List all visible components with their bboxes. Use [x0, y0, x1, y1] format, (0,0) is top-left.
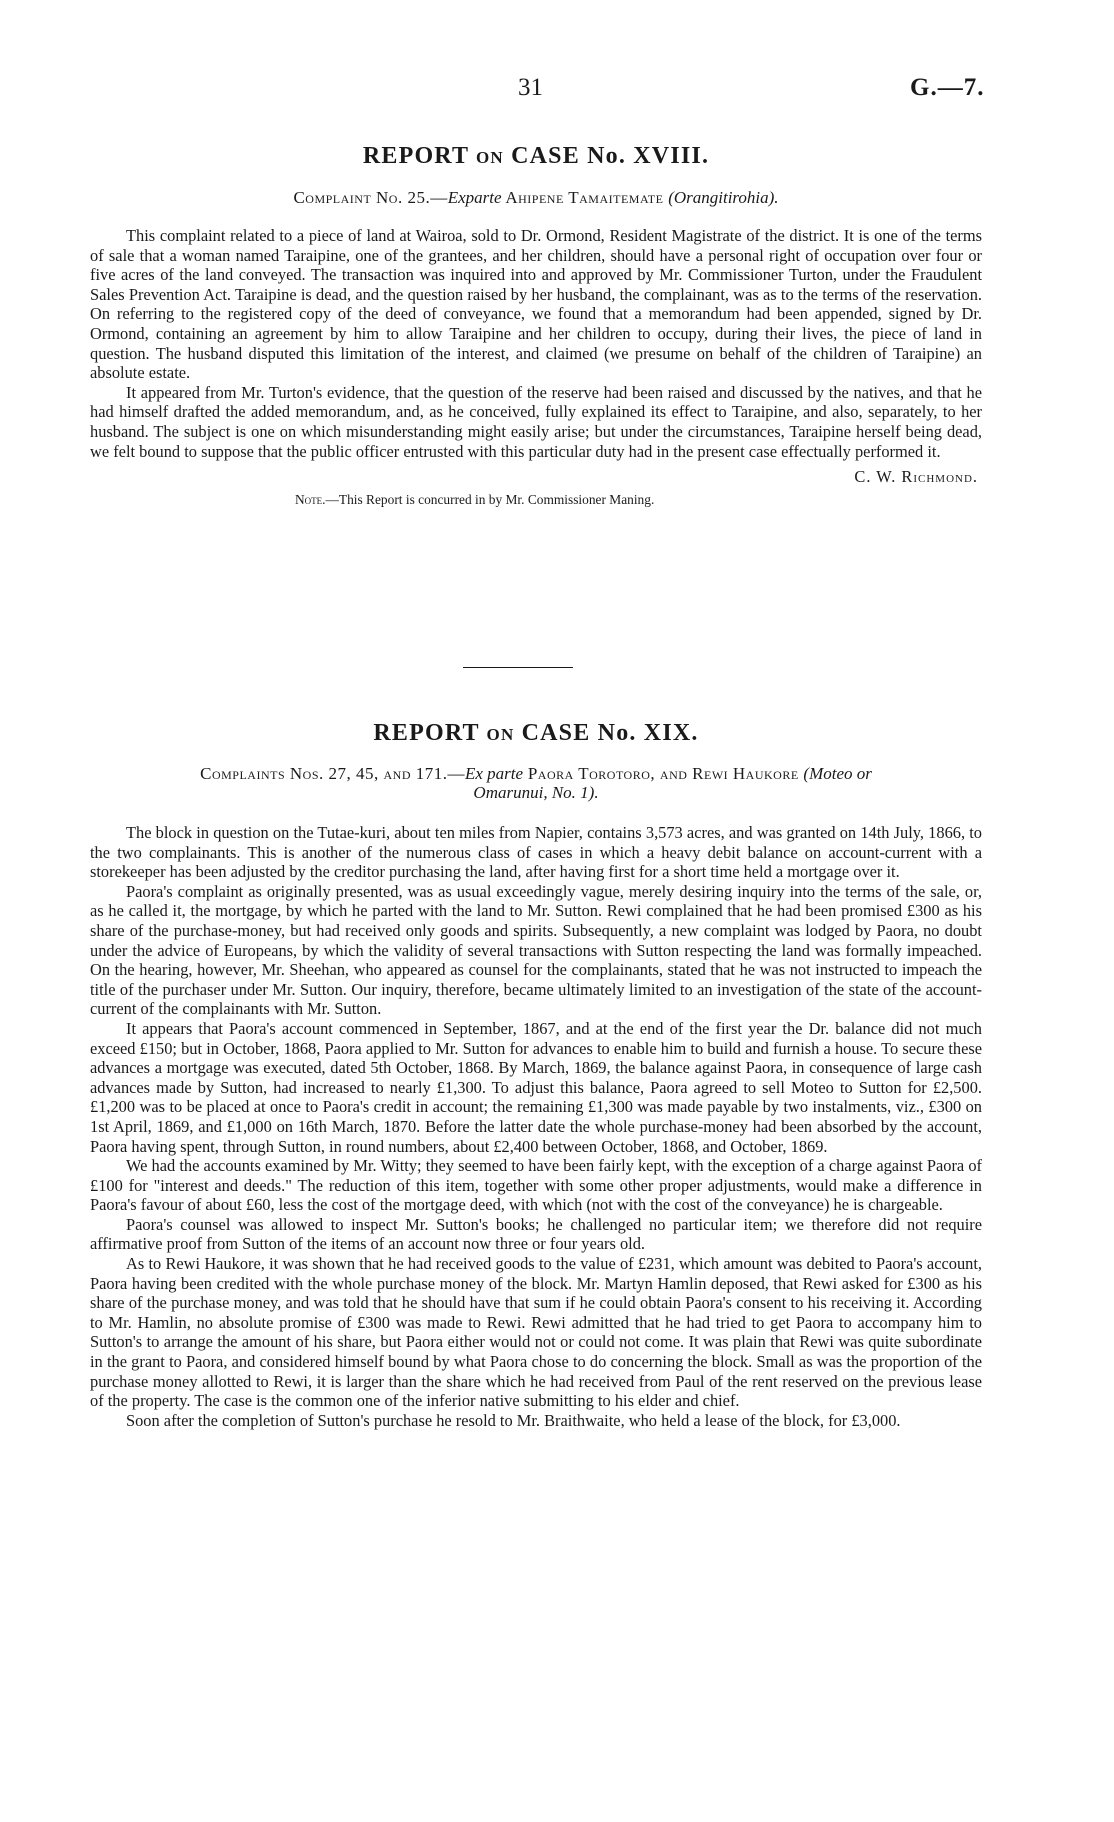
report-19-paragraph-5: Paora's counsel was allowed to inspect Mr. Sutton's books; he challenged no particular item; we therefore did not require affirmative proof from Sutton of the items of an account now three or four years old. — [90, 1214, 982, 1254]
report-19-paragraph-4: We had the accounts examined by Mr. Witty; they seemed to have been fairly kept, with the exception of a charge against Paora of £100 for "interest and deeds." The reduction of this item, together with some other proper adjustments, would make a difference in Paora's favour of about £60, less the cost of the mortgage deed, with which (not with the cost of the conveyance) he is chargeable. — [90, 1156, 982, 1215]
report-19-paragraph-2: Paora's complaint as originally presented, was as usual exceedingly vague, merely desiring inquiry into the terms of the sale, or, as he called it, the mortgage, by which he parted with the land to Mr. Sutton. Rewi complained that he had been promised £300 as his share of the purchase-money, but had received only goods and spirits. Subsequently, a new complaint was lodged by Paora, no doubt under the advice of Europeans, by which the validity of several transactions with Sutton respecting the land was formally impeached. On the hearing, however, Mr. Sheehan, who appeared as counsel for the complainants, stated that he was not instructed to impeach the title of the purchaser under Mr. Sutton. Our inquiry, therefore, became ultimately limited to an investigation of the state of the account-current of the complainants with Mr. Sutton. — [90, 881, 982, 1019]
report-18-section — [90, 143, 982, 508]
report-18-note: Note.—This Report is concurred in by Mr. Commissioner Maning. — [295, 492, 655, 508]
report-18-signature: C. W. Richmond. — [854, 467, 978, 487]
report-19-paragraph-6: As to Rewi Haukore, it was shown that he had received goods to the value of £231, which amount was debited to Paora's account, Paora having been credited with the whole purchase money of the block. Mr. Martyn Hamlin deposed, that Rewi asked for £300 as his share of the purchase money, and was told that he should have that sum if he could obtain Paora's consent to his receiving it. According to Mr. Hamlin, no absolute promise of £300 was made to Rewi. Rewi admitted that he had tried to get Paora to accompany him to Sutton's to arrange the amount of his share, but Paora either would not or could not come. It was plain that Rewi was quite subordinate in the grant to Paora, and considered himself bound by what Paora chose to do concerning the block. Small as was the proportion of the purchase money allotted to Rewi, it is larger than the share which he had received from Paul of the rent reserved on the previous lease of the property. The case is the common one of the inferior native submitting to his elder and chief. — [90, 1254, 982, 1411]
report-19-body — [90, 823, 982, 1430]
report-19-paragraph-1: The block in question on the Tutae-kuri, about ten miles from Napier, contains 3,573 acres, and was granted on 14th July, 1866, to the two complainants. This is another of the numerous class of cases in which a heavy debit balance on account-current with a storekeeper has been adjusted by the creditor purchasing the land, after having first for a short time held a mortgage over it. — [90, 823, 982, 882]
report-18-paragraph-2: It appeared from Mr. Turton's evidence, that the question of the reserve had been raised and discussed by the natives, and that he had himself drafted the added memorandum, and, as he conceived, fully explained its effect to Taraipine, and also, separately, to her husband. The subject is one on which misunderstanding might easily arise; but under the circumstances, Taraipine herself being dead, we felt bound to suppose that the public officer entrusted with this particular duty had in the present case effectually performed it. — [90, 382, 982, 461]
report-19-paragraph-7: Soon after the completion of Sutton's purchase he resold to Mr. Braithwaite, who held a lease of the block, for £3,000. — [126, 1410, 901, 1430]
section-divider — [463, 667, 573, 668]
page-number: 31 — [518, 74, 543, 101]
report-18-title: REPORT ON CASE No. XVIII. — [362, 143, 710, 169]
report-18-body — [90, 226, 982, 461]
report-19-section — [90, 720, 982, 1430]
page-header — [0, 74, 1114, 114]
report-19-complaint: Complaints Nos. 27, 45, and 171.—Ex parte Paora Torotoro, and Rewi Haukore (Moteo or Omarunui, No. 1). — [200, 764, 872, 802]
document-code: G.—7. — [910, 74, 985, 101]
report-19-title: REPORT ON CASE No. XIX. — [373, 720, 699, 746]
report-18-paragraph-1: This complaint related to a piece of land at Wairoa, sold to Dr. Ormond, Resident Magistrate of the district. It is one of the terms of sale that a woman named Taraipine, one of the grantees, and her children, should have a personal right of occupation over four or five acres of the land conveyed. The transaction was inquired into and approved by Mr. Commissioner Turton, under the Fraudulent Sales Prevention Act. Taraipine is dead, and the question raised by her husband, the complainant, was as to the terms of the reservation. On referring to the registered copy of the deed of conveyance, we found that a memorandum had been appended, signed by Dr. Ormond, containing an agreement by him to allow Taraipine and her children to occupy, during their lives, the piece of land in question. The husband disputed this limitation of the interest, and claimed (we presume on behalf of the children of Taraipine) an absolute estate. — [90, 226, 982, 383]
report-19-paragraph-3: It appears that Paora's account commenced in September, 1867, and at the end of the first year the Dr. balance did not much exceed £150; but in October, 1868, Paora applied to Mr. Sutton for advances to enable him to build and furnish a house. To secure these advances a mortgage was executed, dated 5th October, 1868. By March, 1869, the balance against Paora, in consequence of large cash advances made by Sutton, had increased to nearly £1,300. To adjust this balance, Paora agreed to sell Moteo to Sutton for £2,500. £1,200 was to be placed at once to Paora's credit in account; the remaining £1,300 was made payable by two instalments, viz., £300 on 1st April, 1869, and £1,000 on 16th March, 1870. Before the latter date the whole purchase-money had been absorbed by the account, Paora having spent, through Sutton, in round numbers, about £2,400 between October, 1868, and October, 1869. — [90, 1018, 982, 1156]
report-18-complaint: Complaint No. 25.—Exparte Ahipene Tamaitemate (Orangitirohia). — [293, 188, 779, 207]
